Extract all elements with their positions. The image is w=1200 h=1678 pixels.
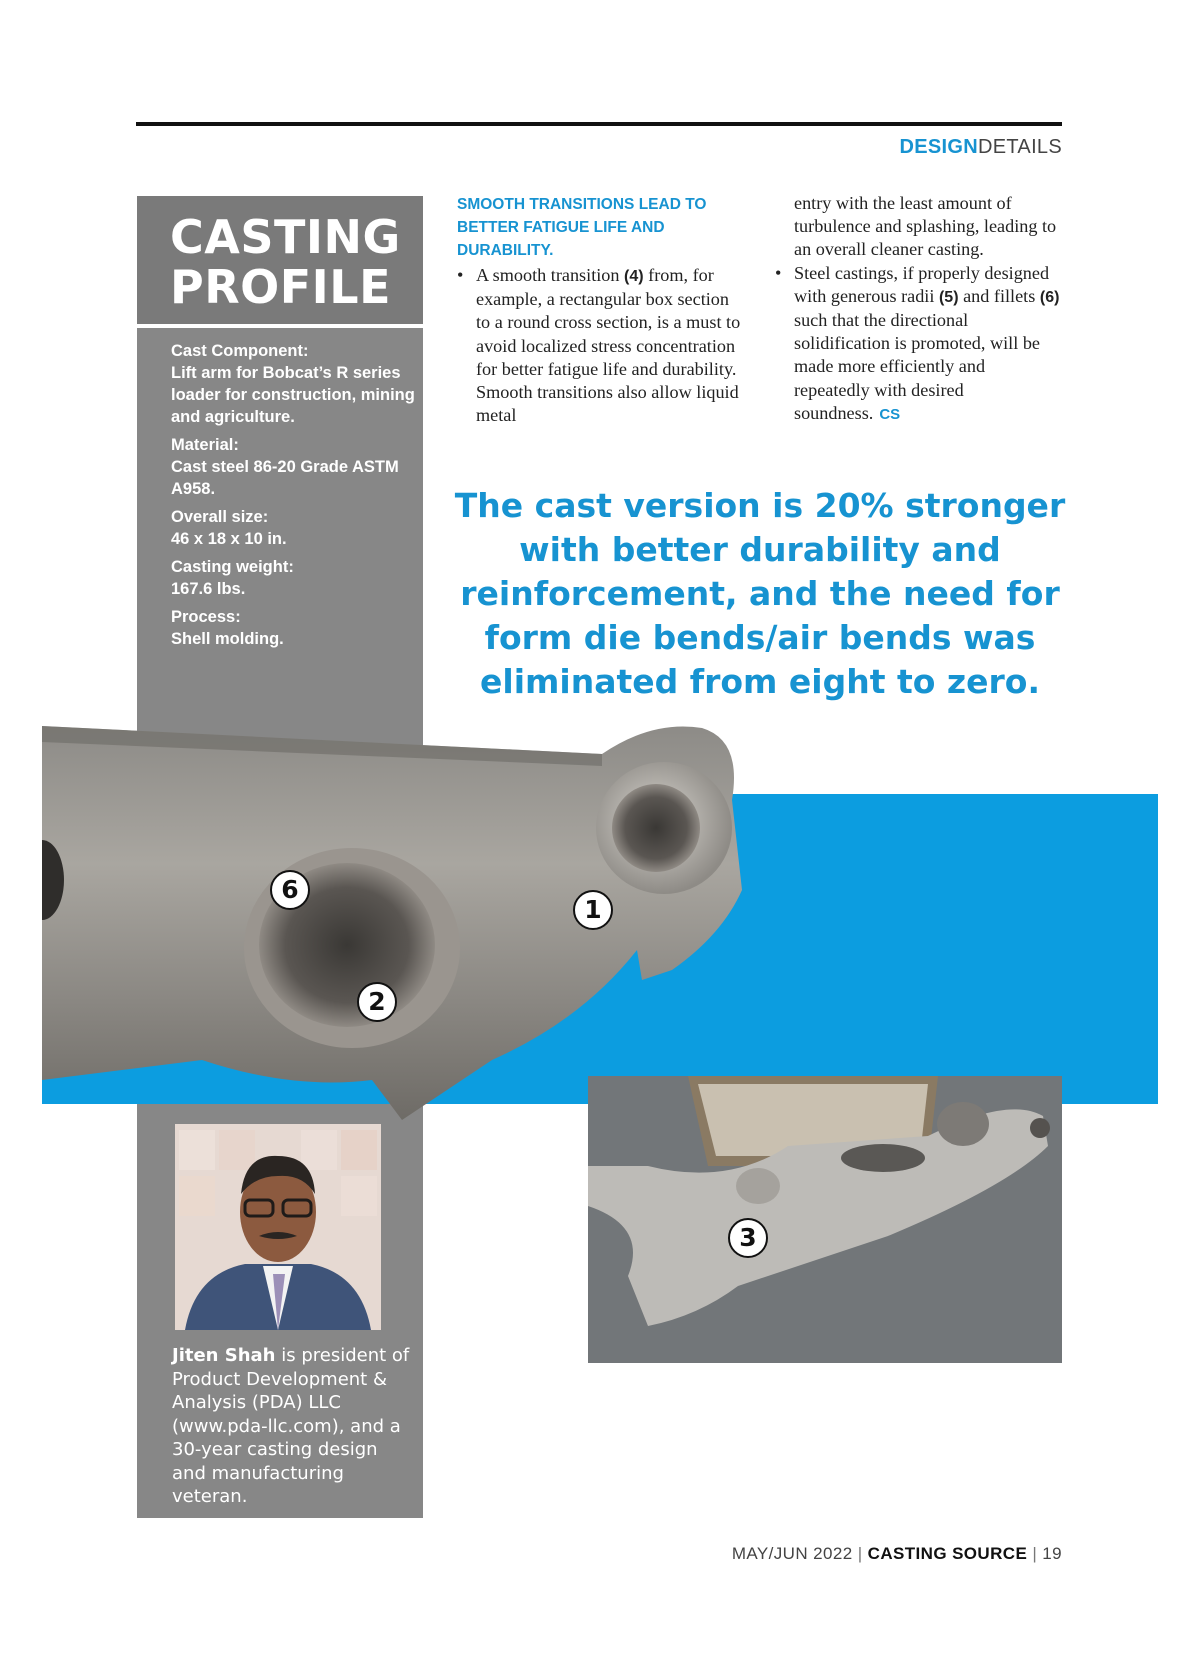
- profile-item: [171, 340, 416, 428]
- bullet2-text-c: such that the directional solidification is promoted, will be made more efficiently and repeatedly with desired soundness.: [794, 310, 1041, 423]
- sidebar-title-line1: CASTING: [170, 210, 401, 264]
- marker-3: 3: [728, 1218, 768, 1258]
- profile-value: Lift arm for Bobcat’s R series loader for construction, mining and agriculture.: [171, 364, 415, 426]
- article-column-2: [775, 192, 1065, 426]
- page-footer: [732, 1544, 1062, 1564]
- bullet-dot: •: [457, 265, 464, 285]
- sidebar-title-line2: PROFILE: [170, 260, 392, 314]
- casting-on-floor-image: [588, 1076, 1062, 1363]
- end-hole: [1030, 1118, 1050, 1138]
- ref-4: (4): [624, 268, 644, 285]
- author-bio-text: is president of Product Development & Analysis (PDA) LLC (www.pda-llc.com), and a 30-year casting design and manufacturing veteran.: [172, 1345, 410, 1507]
- page-number: 19: [1042, 1544, 1062, 1563]
- author-portrait: [175, 1124, 381, 1330]
- profile-item: [171, 434, 416, 500]
- top-rule: [136, 122, 1062, 126]
- profile-value: 46 x 18 x 10 in.: [171, 530, 287, 548]
- profile-label: Overall size:: [171, 508, 269, 526]
- slot-hole: [841, 1144, 925, 1172]
- profile-label: Material:: [171, 436, 239, 454]
- section-label-light: DETAILS: [978, 136, 1062, 158]
- footer-separator: |: [857, 1544, 863, 1563]
- bullet1-text-a: A smooth transition: [476, 265, 625, 285]
- bullet2-text-b: and fillets: [958, 285, 1040, 306]
- profile-value: 167.6 lbs.: [171, 580, 246, 598]
- bullet-dot: •: [775, 262, 782, 283]
- section-label: [900, 136, 1062, 159]
- bullet1-text-b: from, for example, a rectangular box section to a round cross section, is a must to avoid localized stress concentration for better fatigue life and durability. Smooth transitions also allow liquid metal: [476, 265, 741, 426]
- profile-label: Process:: [171, 608, 241, 626]
- profile-value: Shell molding.: [171, 630, 284, 648]
- profile-label: Casting weight:: [171, 558, 294, 576]
- continued-text: entry with the least amount of turbulence and splashing, leading to an overall cleaner casting.: [794, 193, 1057, 260]
- profile-item: [171, 556, 416, 600]
- author-bio: [172, 1344, 416, 1509]
- bullet2-text-a: Steel castings, if properly designed with generous radii: [794, 262, 1050, 306]
- boss-bore: [612, 784, 700, 872]
- bullet-item: [457, 264, 742, 427]
- footer-publication: CASTING SOURCE: [867, 1544, 1028, 1563]
- article-subhead: SMOOTH TRANSITIONS LEAD TO BETTER FATIGUE LIFE AND DURABILITY.: [457, 196, 707, 259]
- bullet-item: [775, 262, 1065, 426]
- section-label-bold: DESIGN: [899, 136, 979, 158]
- bullet-text: [476, 264, 742, 427]
- sidebar-rule: [137, 324, 423, 328]
- author-name: Jiten Shah: [172, 1345, 276, 1366]
- ref-5: (5): [938, 288, 959, 306]
- marker-2: 2: [357, 982, 397, 1022]
- marker-1: 1: [573, 890, 613, 930]
- footer-separator: |: [1032, 1544, 1038, 1563]
- ref-6: (6): [1039, 288, 1060, 306]
- profile-item: [171, 506, 416, 550]
- boss-hole: [937, 1102, 989, 1146]
- marker-6: 6: [270, 870, 310, 910]
- footer-issue: MAY/JUN 2022: [731, 1544, 853, 1563]
- profile-list: [171, 340, 416, 656]
- round-pad: [736, 1168, 780, 1204]
- lift-arm-casting-image: [42, 720, 802, 1130]
- profile-value: Cast steel 86-20 Grade ASTM A958.: [171, 458, 399, 498]
- article-column-1: [457, 264, 742, 427]
- sidebar-title: [170, 212, 420, 312]
- bullet-text: [794, 262, 1065, 426]
- profile-item: [171, 606, 416, 650]
- profile-label: Cast Component:: [171, 342, 309, 360]
- end-mark: CS: [879, 405, 901, 423]
- pull-quote: The cast version is 20% stronger with better durability and reinforcement, and the need for form die bends/air bends was eliminated from eight to zero.: [454, 486, 1066, 701]
